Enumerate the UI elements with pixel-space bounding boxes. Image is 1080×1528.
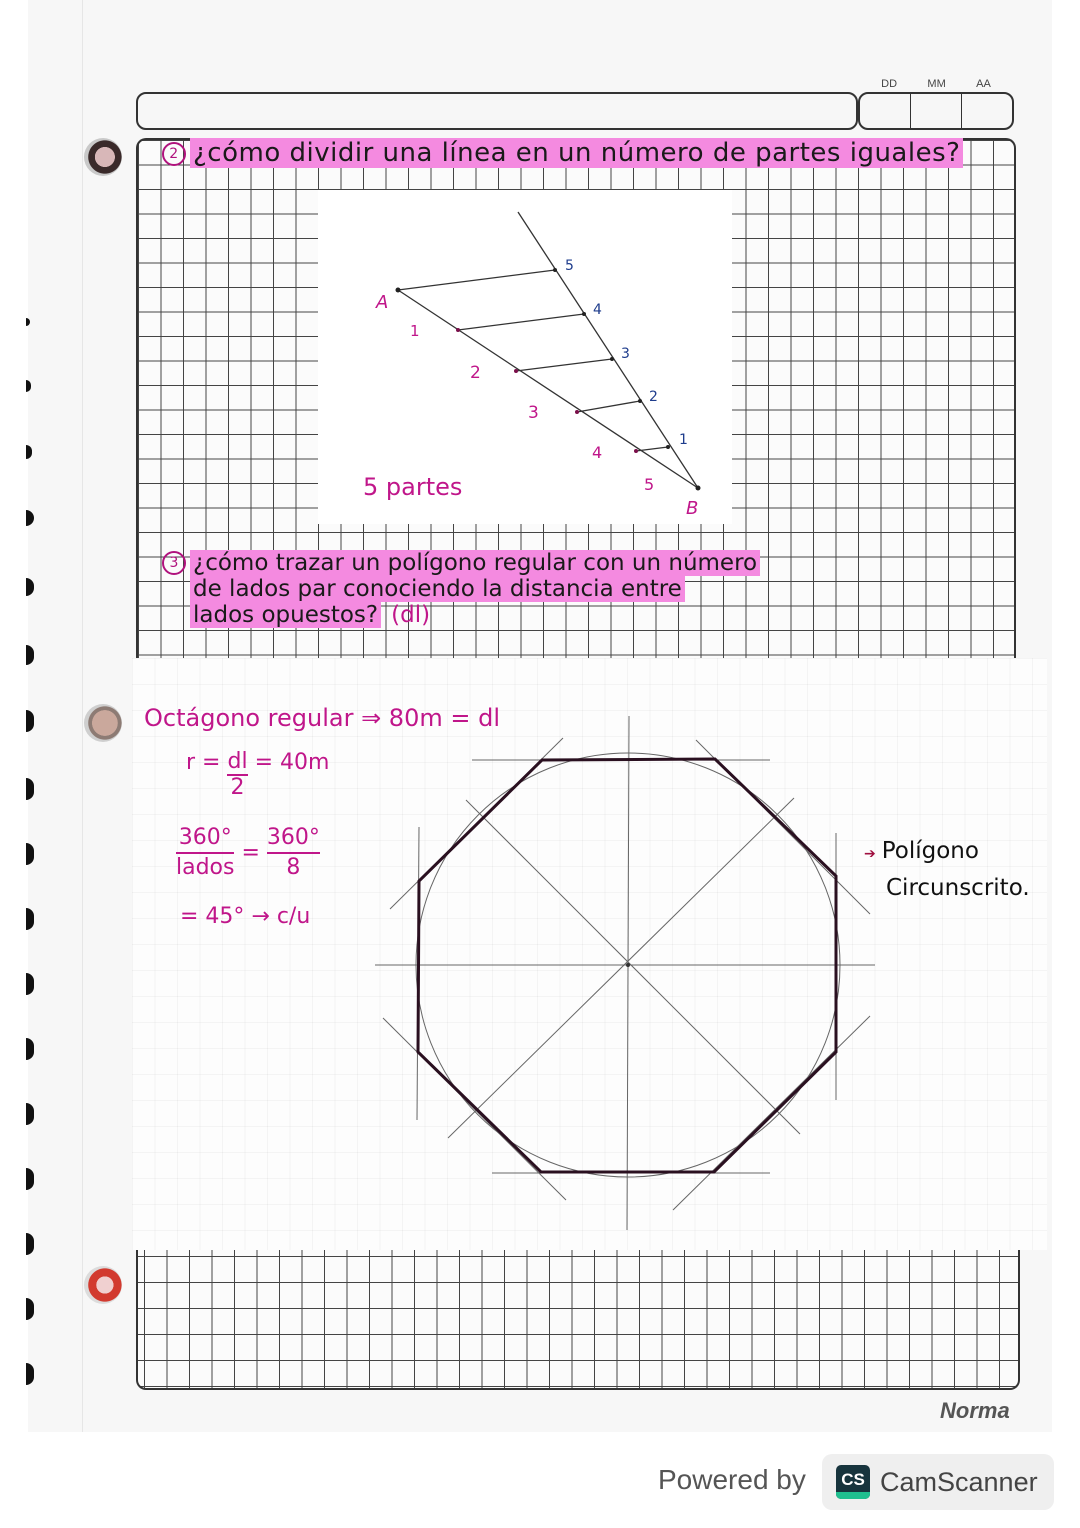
svg-text:5: 5 (565, 258, 574, 274)
date-year-cell[interactable] (962, 94, 1012, 128)
date-field[interactable] (858, 92, 1014, 130)
section3-question-line3: lados opuestos? (190, 602, 381, 628)
svg-text:3: 3 (528, 403, 539, 423)
grid-bottom (136, 1250, 1020, 1390)
title-field[interactable] (136, 92, 858, 130)
section-number-badge: 2 (162, 142, 186, 166)
diagram-caption: 5 partes (363, 473, 463, 501)
svg-text:5: 5 (644, 475, 655, 494)
date-label-month: MM (927, 78, 946, 90)
svg-text:4: 4 (593, 302, 602, 318)
date-labels (866, 78, 1006, 90)
svg-text:1: 1 (679, 432, 688, 448)
date-label-day: DD (881, 78, 898, 90)
svg-text:3: 3 (621, 346, 630, 362)
camscanner-logo-icon: CS (836, 1465, 870, 1499)
octagon-title: Octágono regular ⇒ 80m = dl (144, 704, 500, 732)
binder-hole (84, 1266, 122, 1304)
binder-hole (84, 138, 122, 176)
svg-text:1: 1 (410, 322, 420, 340)
line-division-diagram (318, 190, 732, 524)
date-label-year: AA (976, 78, 991, 90)
angle-result: = 45° → c/u (180, 904, 311, 929)
date-month-cell[interactable] (911, 94, 962, 128)
arrow-icon: ➔ (864, 846, 876, 862)
binder-hole (84, 704, 122, 742)
camscanner-badge[interactable] (822, 1454, 1054, 1510)
section3-heading (162, 550, 760, 628)
svg-text:2: 2 (470, 363, 481, 383)
section2-question: ¿cómo dividir una línea en un número de partes iguales? (190, 138, 963, 168)
section3-abbrev: (dl) (391, 602, 431, 628)
point-b-label: B (686, 498, 699, 519)
point-a-label: A (376, 292, 389, 313)
svg-text:4: 4 (592, 443, 603, 462)
radius-formula: r = $\frac{dl}{2}$ = 40m (186, 749, 330, 800)
camscanner-name: CamScanner (880, 1466, 1038, 1497)
svg-text:2: 2 (649, 389, 658, 405)
powered-by-label: Powered by (658, 1464, 806, 1495)
section3-question-line1: ¿cómo trazar un polígono regular con un número (190, 550, 760, 576)
angle-formula: 360° lados = $\frac{360^\circ}{8}$ (176, 825, 320, 880)
section2-heading (162, 139, 963, 167)
norma-logo: Norma (940, 1398, 1010, 1423)
octagon-drawing (370, 700, 890, 1240)
line-division-svg (318, 190, 732, 524)
section3-question-line2: de lados par conociendo la distancia entre (190, 576, 685, 602)
date-day-cell[interactable] (860, 94, 911, 128)
side-note: ➔ Polígono Circunscrito. (864, 838, 1030, 901)
section-number-badge: 3 (162, 551, 186, 575)
margin-line (82, 0, 83, 1432)
